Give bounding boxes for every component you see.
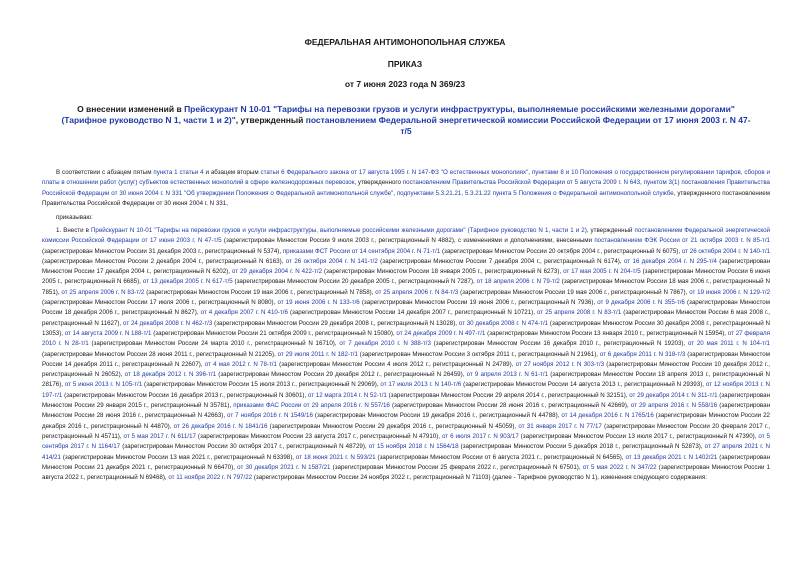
legal-link[interactable]: от 26 декабря 2016 г. N 1841/16	[173, 422, 268, 430]
legal-link[interactable]: от 25 апреля 2006 г. N 83-т/2	[61, 288, 145, 296]
text-run: (зарегистрирован Минюстом России 7 декабря 2004 г., регистрационный N 6174),	[377, 257, 624, 265]
legal-link[interactable]: от 12 марта 2014 г. N 52-т/1	[307, 391, 387, 399]
legal-link[interactable]: от 30 декабря 2021 г. N 1587/21	[237, 463, 331, 471]
legal-link[interactable]: от 13 декабря 2005 г. N 617-т/5	[142, 278, 233, 286]
legal-link[interactable]: приказами ФАС России от 29 апреля 2016 г. N 557/16	[233, 402, 390, 410]
document-type: ПРИКАЗ	[387, 59, 423, 69]
text-run: (зарегистрирован Минюстом России 14 декабря 2011 г., регистрационный N 22607),	[42, 350, 770, 368]
legal-link[interactable]: приказами ФСТ России от 14 сентября 2004 г. N 71-т/1	[282, 247, 441, 255]
legal-link[interactable]: от 17 июля 2013 г. N 140-т/6	[380, 381, 462, 389]
text-run: (зарегистрирован Минюстом России 29 января 2015 г., регистрационный N 35781),	[42, 391, 770, 410]
text-run: (зарегистрирован Минюстом России 18 мая 2006 г., регистрационный N 7851),	[42, 278, 770, 296]
text-run: (зарегистрирован Минюстом России 13 мая 2021 г., регистрационный N 63398),	[60, 453, 296, 461]
legal-link[interactable]: от 27 февраля 2010 г. N 28-т/1	[42, 329, 770, 348]
preamble-paragraph	[42, 168, 770, 209]
legal-link[interactable]: от 5 мая 2022 г. N 347/22	[582, 463, 657, 471]
legal-link[interactable]: от 27 ноября 2012 г. N 303-т/3	[515, 360, 605, 368]
text-run: (зарегистрирован Минюстом России 30 октября 2017 г., регистрационный N 48729),	[120, 443, 369, 451]
legal-link[interactable]: от 9 апреля 2013 г. N 61-т/1	[466, 371, 549, 379]
text-run: (зарегистрирован Минюстом России 25 февраля 2022 г., регистрационный N 67501),	[330, 463, 583, 471]
text-run: (зарегистрирован Минюстом России 2 декабря 2004 г., регистрационный N 6163),	[42, 257, 286, 265]
text-run: (зарегистрирован Минюстом России 30 декабря 2008 г., регистрационный N 13053),	[42, 319, 770, 337]
legal-link[interactable]: от 25 апреля 2006 г. N 84-т/3	[375, 288, 459, 296]
text-run: (зарегистрирован Минюстом России 19 июня 2006 г., регистрационный N 7936),	[359, 299, 598, 307]
text-run: (зарегистрирован Минюстом России 28 июня 2011 г., регистрационный N 21205),	[42, 350, 278, 358]
text-run: 1. Внести в	[56, 227, 91, 234]
text-run: (зарегистрирован Минюстом России 31 декабря 2003 г., регистрационный N 5374),	[42, 247, 283, 255]
text-run: (зарегистрирован Минюстом России 14 декабря 2007 г., регистрационный N 10721),	[287, 309, 537, 317]
legal-link[interactable]: Прейскурант N 10-01 "Тарифы на перевозки грузов и услуги инфраструктуры, выполняемые российскими железными дорогами" (Тарифное руководство N 1, части 1 и 2)	[90, 227, 587, 234]
legal-link[interactable]: от 4 декабря 2007 г. N 410-т/6	[200, 309, 288, 317]
text-run: ,	[393, 189, 397, 197]
legal-link[interactable]: от 18 апреля 2006 г. N 79-т/2	[476, 278, 560, 286]
text-run: (зарегистрирован Минюстом России 21 декабря 2021 г., регистрационный N 66470),	[42, 453, 770, 471]
text-run: (зарегистрирован Минюстом России 6 мая 2008 г., регистрационный N 11627),	[42, 309, 771, 327]
text-run: (зарегистрирован Минюстом России 16 декабря 2013 г., регистрационный N 30601),	[62, 391, 308, 399]
text-run: (зарегистрирован Минюстом России 18 января 2005 г., регистрационный N 6273),	[322, 268, 564, 276]
legal-link[interactable]: от 19 июня 2006 г. N 129-т/2	[689, 288, 771, 296]
legal-link[interactable]: от 27 апреля 2021 г. N 414/21	[42, 443, 770, 461]
text-run: (зарегистрирован Минюстом России 28 июня 2016 г., регистрационный N 42663),	[42, 402, 770, 420]
text-run: (зарегистрирован Минюстом России 18 декабря 2006 г., регистрационный N 8627),	[42, 299, 770, 317]
organization-name: ФЕДЕРАЛЬНАЯ АНТИМОНОПОЛЬНАЯ СЛУЖБА	[304, 37, 506, 47]
text-run: (зарегистрирован Минюстом России 1 августа 2022 г., регистрационный N 69468),	[42, 463, 770, 482]
text-run: (зарегистрирован Минюстом России 14 августа 2013 г., регистрационный N 29393),	[461, 381, 706, 389]
text-run: (зарегистрирован Минюстом России 13 января 2010 г., регистрационный N 15954),	[485, 329, 728, 337]
legal-link[interactable]: пункта 1 статьи 4	[153, 169, 204, 176]
subject-prefix: О внесении изменений в	[77, 104, 185, 114]
text-run: (зарегистрирован Минюстом России 3 октября 2011 г., регистрационный N 21961),	[357, 350, 600, 358]
legal-link[interactable]: пунктом 3(1) постановления Правительства Российской Федерации от 30 июня 2004 г. N 331 "Об утверждении Положения о Федеральной антимонопольной службе"	[42, 179, 770, 197]
legal-link[interactable]: статьи 6 Федерального закона от 17 августа 1995 г. N 147-ФЗ "О естественных монополиях"	[260, 169, 529, 176]
item-1-paragraph	[42, 226, 770, 483]
legal-link[interactable]: от 13 декабря 2021 г. N 1402/21	[625, 453, 718, 461]
legal-link[interactable]: от 9 декабря 2006 г. N 355-т/6	[597, 299, 685, 307]
legal-link[interactable]: от 24 декабря 2009 г. N 497-т/1	[396, 329, 486, 337]
text-run: (зарегистрирован Минюстом России 29 декабря 2008 г., регистрационный N 13028),	[212, 319, 459, 327]
legal-link[interactable]: постановлением Федеральной энергетической комиссии Российской Федерации от 17 июня 2003 г. N 47-т/5	[42, 227, 770, 245]
legal-link[interactable]: от 6 декабря 2011 г. N 318-т/3	[599, 350, 686, 358]
legal-link[interactable]: постановлением ФЭК России от 21 октября 2003 г. N 85-т/1	[594, 237, 770, 245]
text-run: (зарегистрирован Минюстом России 10 декабря 2012 г., регистрационный N 26052),	[42, 360, 770, 379]
text-run: (зарегистрирован Минюстом России 29 декабря 2012 г., регистрационный N 26459),	[216, 371, 467, 379]
text-run: ,	[640, 179, 644, 187]
legal-link[interactable]: от 4 мая 2012 г. N 78-т/1	[204, 360, 277, 368]
text-run: (зарегистрирован Минюстом России от 6 августа 2021 г., регистрационный N 64565),	[375, 453, 626, 461]
subject-mid: , утвержденный	[235, 115, 306, 126]
legal-link[interactable]: от 24 декабря 2008 г. N 462-т/3	[123, 319, 213, 327]
legal-link[interactable]: от 14 декабря 2016 г. N 1765/16	[561, 412, 654, 420]
legal-link[interactable]: от 17 мая 2005 г. N 204-т/5	[563, 268, 641, 276]
legal-link[interactable]: от 16 декабря 2004 г. N 295-т/4	[623, 257, 717, 265]
legal-link[interactable]: от 15 ноября 2018 г. N 1564/18	[368, 443, 459, 451]
legal-link[interactable]: от 29 апреля 2016 г. N 558/16	[630, 402, 718, 410]
text-run: (зарегистрирован Минюстом России 13 июля 2017 г., регистрационный N 47390),	[518, 432, 759, 440]
legal-link[interactable]: от 19 июня 2006 г. N 133-т/6	[277, 299, 360, 307]
text-run: ,	[528, 169, 532, 176]
text-run: (зарегистрирован Минюстом России 20 октября 2004 г., регистрационный N 6075),	[440, 247, 682, 255]
text-run: , утвержденного	[354, 179, 403, 187]
text-run: (зарегистрирован Минюстом России 24 ноября 2022 г., регистрационный N 71103) (далее - Тарифное руководство N 1), изменения следующего содержания:	[252, 474, 707, 482]
legal-link[interactable]: от 29 декабря 2014 г. N 311-т/1	[629, 391, 718, 399]
text-run: (зарегистрирован Минюстом России 17 декабря 2004 г., регистрационный N 6202),	[42, 257, 771, 276]
legal-link[interactable]: от 20 мая 2011 г. N 104-т/1	[687, 340, 770, 348]
legal-link[interactable]: от 5 мая 2017 г. N 611/17	[123, 432, 196, 440]
text-run: (зарегистрирован Минюстом России 21 октября 2009 г., регистрационный N 15080),	[151, 329, 397, 337]
text-run: , утвержденного постановлением Правительства Российской Федерации от 30 июня 2004 г. N 331,	[42, 189, 770, 207]
legal-link[interactable]: от 18 июня 2021 г. N 593/21	[295, 453, 376, 461]
document-subject	[56, 104, 756, 138]
order-word: приказываю:	[56, 214, 93, 221]
subject-link-tariff[interactable]: Прейскурант N 10-01 "Тарифы на перевозки грузов и услуги инфраструктуры, выполняемые российскими железными дорогами" (Тарифное руководство N 1, части 1 и 2)"	[61, 104, 735, 126]
legal-link[interactable]: от 12 ноября 2013 г. N 197-т/1	[42, 381, 771, 399]
legal-link[interactable]: от 7 ноября 2016 г. N 1549/16	[227, 412, 313, 420]
text-run: (зарегистрирован Минюстом России 28 июня 2016 г., регистрационный N 42669),	[389, 402, 631, 410]
text-run: (зарегистрирован Минюстом России 29 декабря 2016 г., регистрационный N 45059),	[267, 422, 519, 430]
text-run: (зарегистрирован Минюстом России 24 марта 2010 г., регистрационный N 16710),	[88, 340, 340, 348]
legal-link[interactable]: от 11 ноября 2022 г. N 797/22	[168, 474, 253, 482]
text-run: (зарегистрирован Минюстом России 9 июля 2003 г., регистрационный N 4882), с изменениями и дополнениями, внесенными	[221, 237, 595, 245]
text-run: (зарегистрирован Минюстом России 22 декабря 2016 г., регистрационный N 44870),	[42, 412, 770, 430]
legal-link[interactable]: от 29 декабря 2004 г. N 422-т/2	[231, 268, 323, 276]
legal-link[interactable]: от 26 октября 2004 г. N 140-т/1	[681, 247, 770, 255]
legal-link[interactable]: от 6 июля 2017 г. N 903/17	[442, 432, 519, 440]
text-run: (зарегистрирован Минюстом России 19 декабря 2016 г., регистрационный N 44788),	[312, 412, 562, 420]
text-run: (зарегистрирован Минюстом России 5 декабря 2018 г., регистрационный N 52873),	[458, 443, 705, 451]
text-run: (зарегистрирован Минюстом России 29 апреля 2014 г., регистрационный N 32151),	[386, 391, 630, 399]
legal-link[interactable]: от 30 декабря 2008 г. N 474-т/1	[458, 319, 549, 327]
text-run: и абзацем вторым	[203, 169, 261, 176]
text-run: (зарегистрирован Минюстом России 20 февраля 2017 г., регистрационный N 45711),	[42, 422, 770, 440]
legal-link[interactable]: от 26 октября 2004 г. N 141-т/2	[285, 257, 378, 265]
legal-link[interactable]: от 5 сентября 2017 г. N 1164/17	[42, 432, 770, 451]
text-run: (зарегистрирован Минюстом России 19 мая 2006 г., регистрационный N 7867),	[458, 288, 690, 296]
subject-link-resolution[interactable]: постановлением Федеральной энергетической комиссии Российской Федерации от 17 июня 2003 г. N 47-т/5	[305, 115, 751, 137]
legal-link[interactable]: от 31 января 2017 г. N 77/17	[518, 422, 602, 430]
legal-link[interactable]: от 29 июля 2011 г. N 182-т/1	[277, 350, 358, 358]
text-run: В соответствии с абзацем пятым	[56, 169, 154, 176]
text-run: , утвержденный	[586, 227, 635, 234]
document-date-number: от 7 июня 2023 года N 369/23	[344, 79, 466, 89]
text-run: (зарегистрирован Минюстом России 18 апреля 2013 г., регистрационный N 28176),	[42, 371, 770, 389]
text-run: (зарегистрирован Минюстом России 23 августа 2017 г., регистрационный N 47910),	[195, 432, 442, 440]
legal-link[interactable]: от 18 декабря 2012 г. N 396-т/1	[124, 371, 217, 379]
text-run: (зарегистрирован Минюстом России 4 июля 2012 г., регистрационный N 24789),	[276, 360, 516, 368]
text-run: (зарегистрирован Минюстом России 6 июня 2005 г., регистрационный N 6685),	[42, 268, 770, 286]
legal-link[interactable]: от 25 апреля 2008 г. N 83-т/1	[537, 309, 622, 317]
text-run: (зарегистрирован Минюстом России 15 июля 2013 г., регистрационный N 29069),	[142, 381, 381, 389]
legal-link[interactable]: подпунктами 5.3.21.21, 5.3.21.22 пункта 5 Положения о Федеральной антимонопольной службе	[396, 189, 674, 197]
legal-link[interactable]: постановлением Правительства Российской Федерации от 5 августа 2009 г. N 643	[402, 179, 641, 187]
text-run: (зарегистрирован Минюстом России 19 мая 2006 г., регистрационный N 7858),	[144, 288, 376, 296]
legal-link[interactable]: от 14 августа 2009 г. N 188-т/1	[64, 329, 152, 337]
legal-link[interactable]: пунктами 8 и 10 Положения о государственном регулировании тарифов, сборов и платы в отношении работ (услуг) субъектов естественных монополий в сфере железнодорожных перевозок	[42, 169, 770, 187]
text-run: (зарегистрирован Минюстом России 20 декабря 2005 г., регистрационный N 7287),	[232, 278, 477, 286]
text-run: (зарегистрирован Минюстом России 17 июля 2006 г., регистрационный N 8080),	[42, 299, 278, 307]
legal-link[interactable]: от 5 июня 2013 г. N 105-т/1	[64, 381, 143, 389]
text-run: (зарегистрирован Минюстом России 16 декабря 2010 г., регистрационный N 19203),	[430, 340, 688, 348]
legal-link[interactable]: от 7 декабря 2010 г. N 388-т/3	[339, 340, 431, 348]
